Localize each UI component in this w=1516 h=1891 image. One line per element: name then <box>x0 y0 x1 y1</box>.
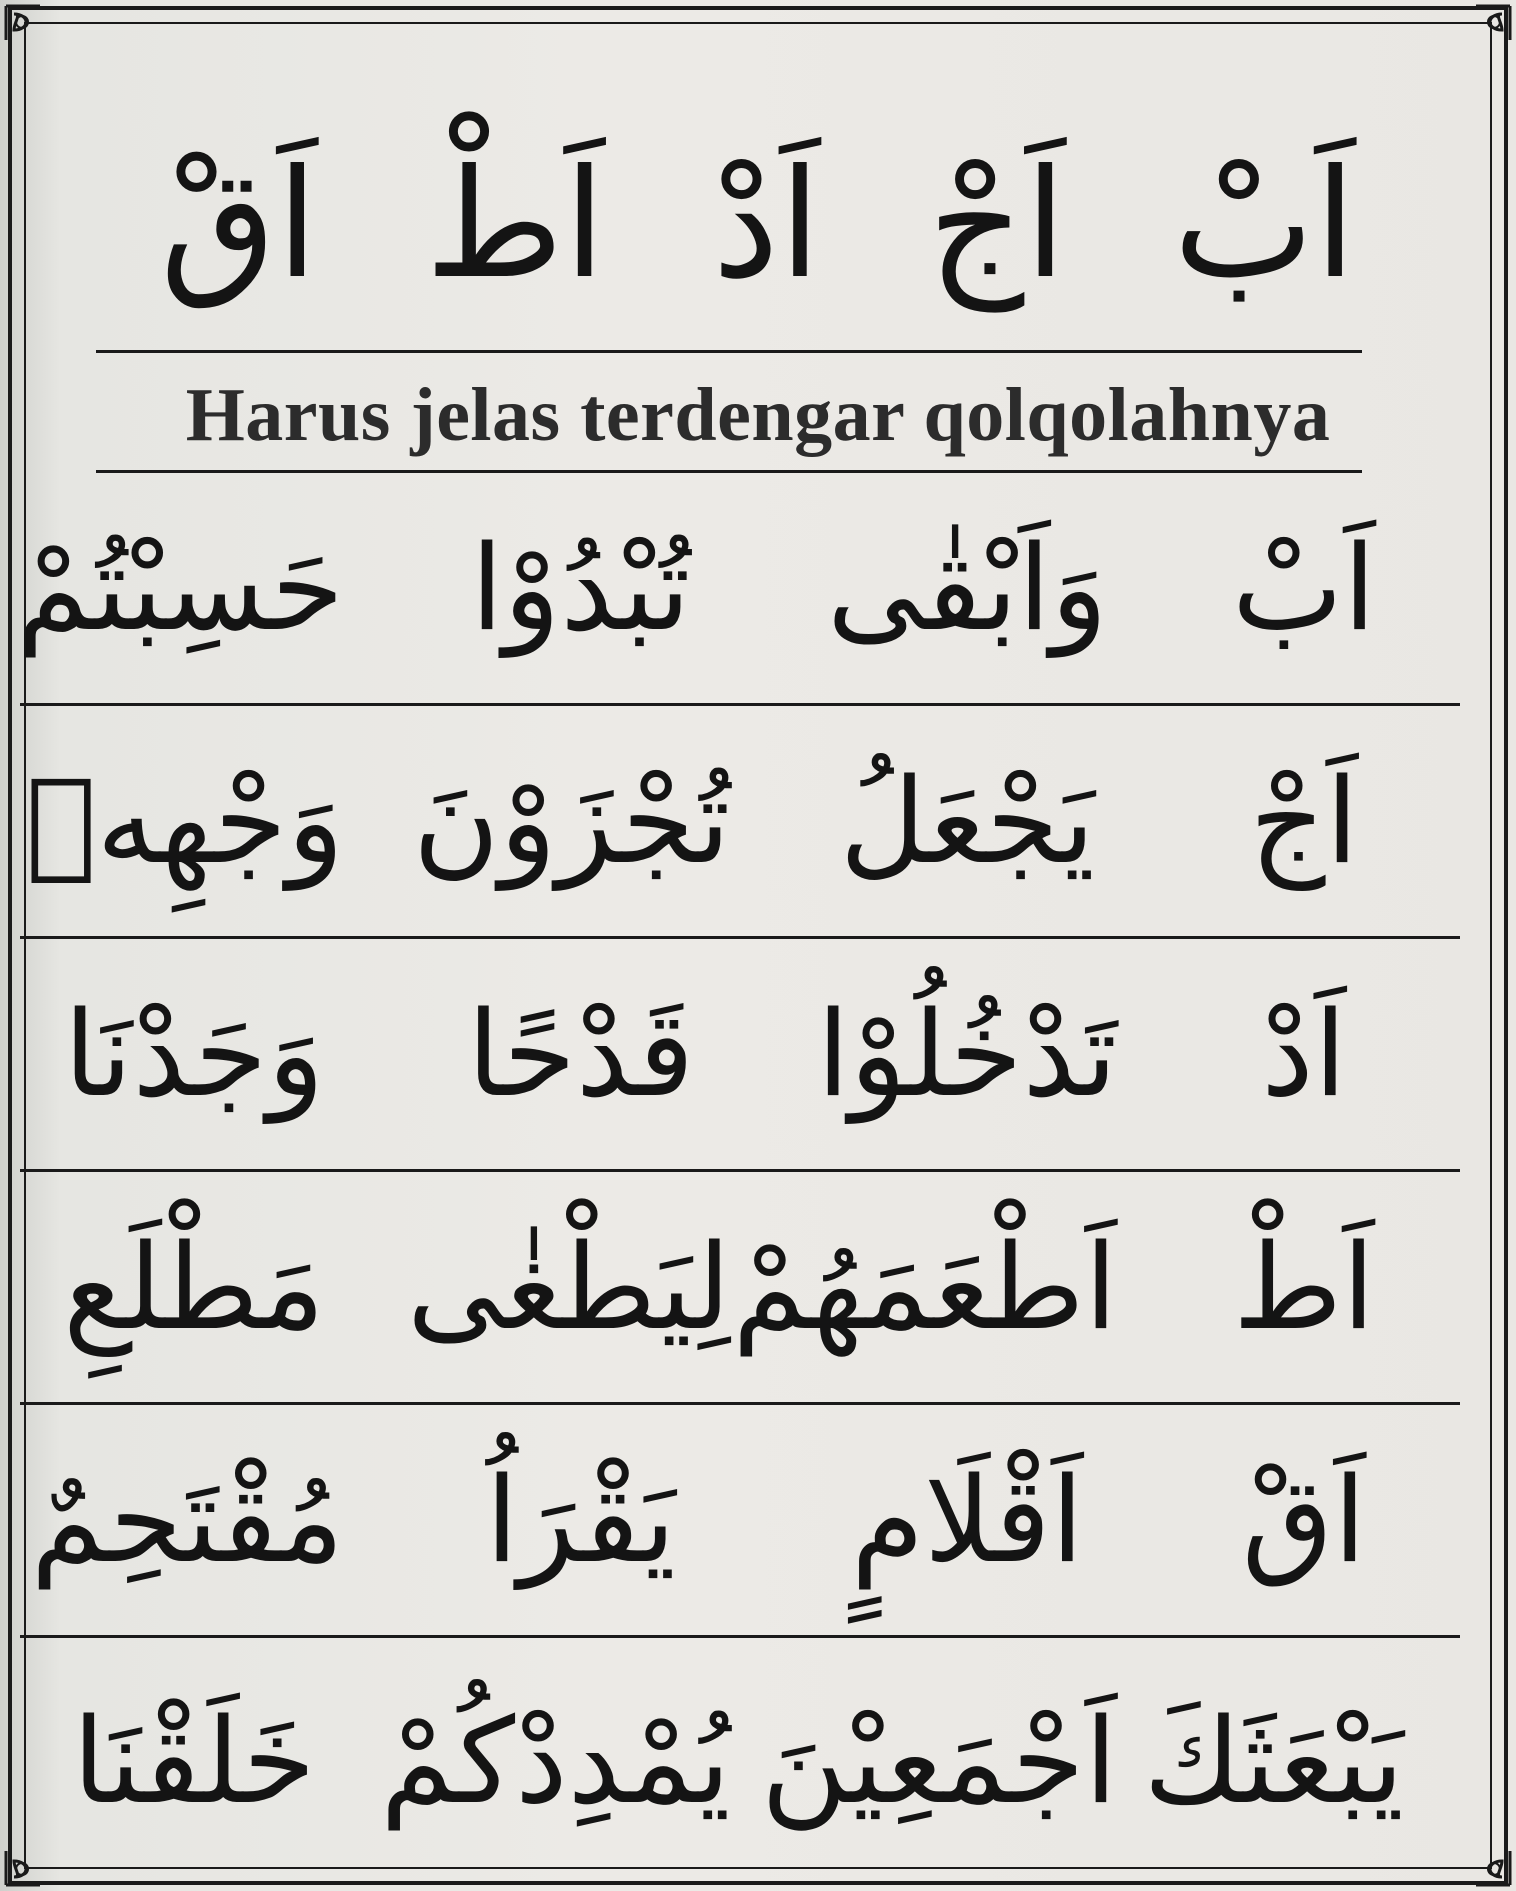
table-cell: حَسِبْتُمْ <box>16 519 344 657</box>
table-row <box>20 1172 1460 1405</box>
table-cell: مَطْلَعِ <box>63 1218 325 1356</box>
table-cell: يَجْعَلُ <box>839 752 1095 890</box>
table-cell: لِيَطْغٰى <box>407 1218 731 1356</box>
header-letter: اَقْ <box>160 138 319 312</box>
table-cell: يَبْعَثَكَ <box>1143 1691 1404 1830</box>
table-cell: اَطْ <box>1233 1218 1375 1356</box>
table-cell: اَجْمَعِيْنَ <box>761 1691 1118 1830</box>
corner-ornament-icon <box>1446 0 1516 70</box>
table-cell: يُمْدِدْكُمْ <box>380 1691 731 1830</box>
divider <box>96 350 1362 353</box>
corner-ornament-icon <box>0 0 70 70</box>
header-letter: اَجْ <box>927 138 1067 312</box>
table-cell: تُجْزَوْنَ <box>412 752 731 890</box>
word-table <box>16 473 1460 1873</box>
table-cell: خَلَقْنَا <box>72 1691 316 1830</box>
table-cell: تَدْخُلُوْا <box>816 985 1118 1123</box>
table-cell: اَدْ <box>1261 985 1347 1123</box>
table-cell: اَطْعَمَهُمْ <box>732 1218 1118 1356</box>
header-letter: اَطْ <box>424 138 606 312</box>
table-row <box>16 473 1460 706</box>
table-cell: قَدْحًا <box>467 985 695 1123</box>
table-cell: يَقْرَاُ <box>485 1451 676 1589</box>
subtitle: Harus jelas terdengar qolqolahnya <box>185 373 1331 457</box>
table-cell: وَجْهِهٖ <box>25 752 344 890</box>
table-cell: اَجْ <box>1249 752 1359 890</box>
table-cell: اَبْ <box>1232 519 1376 657</box>
table-cell: مُقْتَحِمٌ <box>30 1451 344 1589</box>
table-cell: اَقْ <box>1241 1451 1367 1589</box>
table-row <box>20 939 1460 1172</box>
table-cell: وَجَدْنَا <box>63 985 325 1123</box>
header-letter: اَبْ <box>1173 138 1356 312</box>
header-letter: اَدْ <box>712 138 821 312</box>
table-cell: وَاَبْقٰى <box>826 519 1108 657</box>
table-row <box>20 706 1460 939</box>
table-cell: اَقْلَامٍ <box>850 1451 1084 1589</box>
table-row <box>20 1638 1460 1883</box>
header-letters <box>120 110 1396 340</box>
table-row <box>20 1405 1460 1638</box>
table-cell: تُبْدُوْا <box>470 519 691 657</box>
